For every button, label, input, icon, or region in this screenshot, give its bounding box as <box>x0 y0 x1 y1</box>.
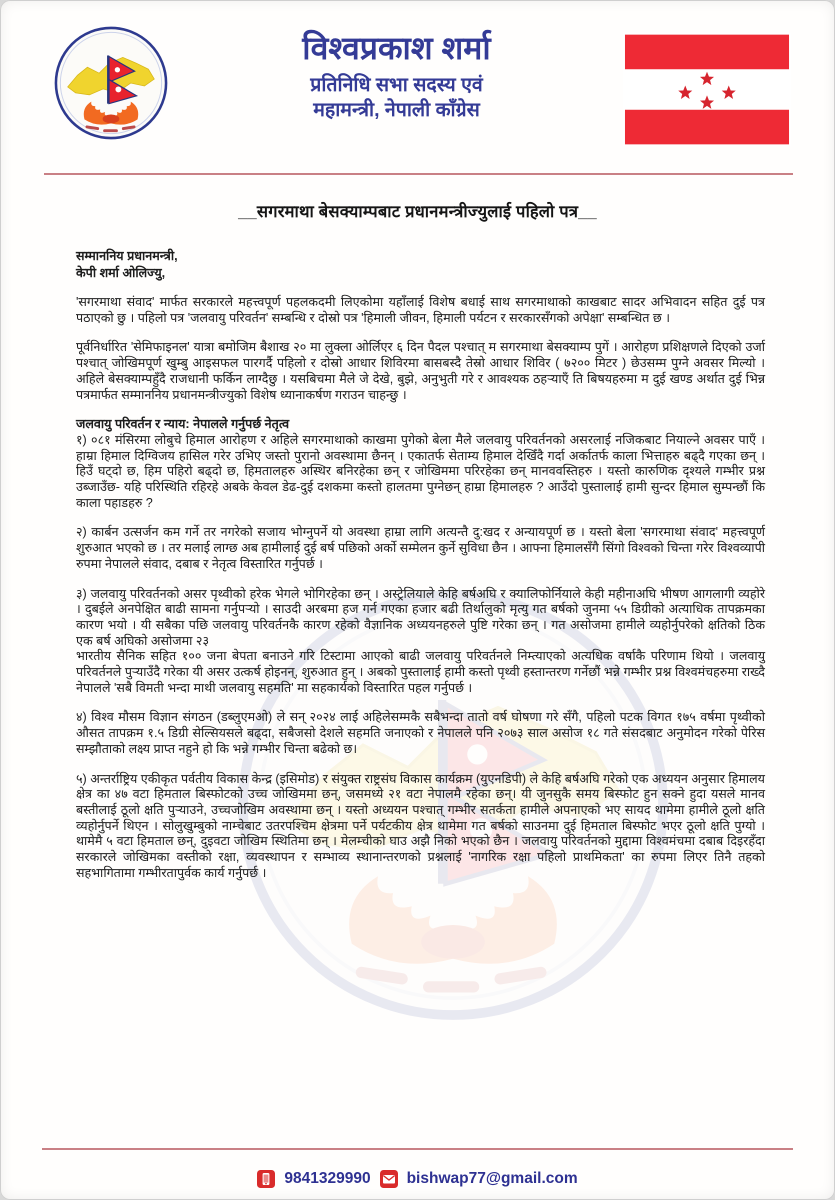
header-divider <box>44 173 793 175</box>
letter-title: __सगरमाथा बेसक्याम्पबाट प्रधानमन्त्रीज्युलाई पहिलो पत्र__ <box>238 203 597 221</box>
footer-divider <box>42 1148 793 1150</box>
letterhead-identity <box>170 30 623 123</box>
intro-paragraph: पूर्वनिर्धारित 'सेमिफाइनल' यात्रा बमोजिम बैशाख २० मा लुक्ला ओर्लिएर ६ दिन पैदल पश्चात् म सगरमाथा बेसक्याम्प पुगें । आरोहण प्रशिक्षणले दिएको उर्जा पश्चात् जोखिमपूर्ण खुम्बु आइसफल पारगर्दै पहिलो र दोस्रो आधार शिविरमा बासबस्दै तेस्रो आधार शिविर ( ७२०० मिटर ) छेउसम्म पुग्ने अवसर मिल्यो । अहिले बेसक्याम्पहुँदै राजधानी फर्किन लाग्दैछु । यसबिचमा मैले जे देखे, बुझे, अनुभुती गरे र आवश्यक ठहऱ्याएँ ति बिषयहरुमा म दुई खण्ड अर्थात दुई भिन्न पत्रमार्फत सम्माननिय प्रधानमन्त्रीज्युको विशेष ध्यानाकर्षण गराउन चाहन्छु । <box>76 340 765 402</box>
email-address: bishwap77@gmail.com <box>406 1170 578 1187</box>
phone-number: 9841329990 <box>284 1170 371 1187</box>
climate-paragraph-4: ४) विश्व मौसम विज्ञान संगठन (डब्लुएमओ) ले सन् २०२४ लाई अहिलेसम्मकै सबैभन्दा तातो वर्ष घोषणा गरे सँगै, पहिलो पटक विगत १७५ वर्षमा पृथ्वीको औसत तापक्रम १.५ डिग्री सेल्सियसले बढ्दा, सबैजसो देशले सहमति जनाएको र नेपालले पनि २०७३ साल असोज १८ गते संसदबाट अनुमोदन गरेको पेरिस सम्झौताको लक्ष्य प्राप्त नहुने हो कि भन्ने गम्भीर चिन्ता बढेको छ। <box>76 710 765 756</box>
section-heading: जलवायु परिवर्तन र न्याय: नेपालले गर्नुपर्छ नेतृत्व <box>76 417 290 432</box>
footer-contact <box>0 1170 835 1188</box>
intro-paragraph: 'सगरमाथा संवाद' मार्फत सरकारले महत्त्वपूर्ण पहलकदमी लिएकोमा यहाँलाई विशेष बधाई साथ सगरमाथाको काखबाट सादर अभिवादन सहित दुई पत्र पठाएको छु । पहिलो पत्र 'जलवायु परिवर्तन' सम्बन्धि र दोस्रो पत्र 'हिमाली जीवन, हिमाली पर्यटन र सरकारसँगको अपेक्षा' सम्बन्धित छ । <box>76 295 765 325</box>
climate-paragraph-3: ३) जलवायु परिवर्तनको असर पृथ्वीको हरेक भेगले भोगिरहेका छन् । अस्ट्रेलियाले केहि बर्षअघि र क्यालिफोर्नियाले केही महीनाअघि भीषण आगलागी व्यहोरे । दुबईले अनपेक्षित बाढी सामना गर्नुपऱ्यो । साउदी अरबमा हज गर्न गएका हजार बढी तिर्थालुको मृत्यु गत बर्षको जुनमा ५५ डिग्रीको अत्याधिक तापक्रमका कारण भयो । यी सबैका पछि जलवायु परिवर्तनकै कारण रहेको वैज्ञानिक अध्ययनहरुले पुष्टि गरेका छन् । गत असोजमा हामीले व्यहोर्नुपरेको क्षतिको ठिक एक बर्ष अघिको असोजमा २३ <box>76 586 765 648</box>
sender-role-line2: महामन्त्री, नेपाली काँग्रेस <box>313 98 480 121</box>
salutation-line-1: सम्माननिय प्रधानमन्त्री, <box>76 249 178 263</box>
sender-name: विश्वप्रकाश शर्मा <box>302 30 491 66</box>
nepali-congress-emblem-icon <box>52 22 170 144</box>
phone-icon <box>257 1170 275 1188</box>
email-icon <box>380 1170 398 1188</box>
letterhead <box>0 0 835 147</box>
climate-paragraph-1: १) ०८१ मंसिरमा लोबुचे हिमाल आरोहण र अहिले सगरमाथाको काखमा पुगेको बेला मैले जलवायु परिवर्तनको असरलाई नजिकबाट नियाल्ने अवसर पाएँ । हाम्रा हिमाल दिग्विजय हासिल गरेर उभिए जस्तो पुरानो अवस्थामा छैनन् । एकातर्फ सेताम्य हिमाल देखिँदै गर्दा अर्कातर्फ काला भित्ताहरु बढ्दै गएका छन् । हिउँ घट्दो छ, हिम पहिरो बढ्दो छ, हिमतालहरु अस्थिर बनिरहेका छन् र जोखिममा परिरहेका छन् मानववस्तिहरु । यस्तो कारुणिक दृश्यले गम्भीर प्रश्न उब्जाउँछ- यहि परिस्थिति रहिरहे अबके केवल डेढ-दुई दशकमा कस्तो हालतमा पुग्नेछन् हाम्रा हिमालहरु ? आउँदो पुस्तालाई हामी सुन्दर हिमाल सुम्पन्छौं कि काला पहाडहरु ? <box>76 432 765 510</box>
climate-paragraph-2: २) कार्बन उत्सर्जन कम गर्ने तर नगरेको सजाय भोग्नुपर्ने यो अवस्था हाम्रा लागि अत्यन्तै दु:खद र अन्यायपूर्ण छ । यस्तो बेला 'सगरमाथा संवाद' महत्त्वपूर्ण शुरुआत भएको छ । तर मलाई लाग्छ अब हामीलाई दुई बर्ष पछिको अर्को सम्मेलन कुर्ने सुविधा छैन । आफ्ना हिमालसँगै सिंगो विश्वको चिन्ता गरेर विश्वव्यापी रुपमा नेपालले संवाद, दबाब र नेतृत्व विस्तारित गर्नुपर्छ । <box>76 525 765 571</box>
sender-role-line1: प्रतिनिधि सभा सदस्य एवं <box>310 73 483 96</box>
climate-paragraph-5: ५) अन्तर्राष्ट्रिय एकीकृत पर्वतीय विकास केन्द्र (इसिमोड) र संयुक्त राष्ट्रसंघ विकास कार्यक्रम (युएनडिपी) ले केहि बर्षअघि गरेको एक अध्ययन अनुसार हिमालय क्षेत्र का ४७ वटा हिमताल बिस्फोटको उच्च जोखिममा छन्, जसमध्ये २१ वटा नेपालमै रहेका छन्। यी जुनसुकै समय बिस्फोट हुन सक्ने हुदा यसले मानव बस्तीलाई ठूलो क्षति पुऱ्याउने, उच्चजोखिम अवस्थामा छन् । यस्तो अध्ययन पश्चात् गम्भीर सतर्कता हामीले अपनाएको भए सायद थामेमा हामीले ठूलो क्षति व्यहोर्नुपर्ने थिएन । सोलुखुम्बुको नाम्चेबाट उतरपश्चिम क्षेत्रमा पर्ने पर्यटकीय क्षेत्र थामेमा गत बर्षको साउनमा दुई हिमताल बिस्फोट भएर ठूलो क्षति पुग्यो । थामेमै ५ वटा हिमताल छन्, दुइवटा जोखिम स्थितिमा छन् । मेलम्चीको घाउ अझै निको भएको छैन । जलवायु परिवर्तनको मुद्दामा विश्वमंचमा दबाब दिइरहँदा सरकारले जोखिमका वस्तीको रक्षा, व्यवस्थापन र सम्भाव्य स्थानान्तरणको प्रश्नलाई 'नागरिक रक्षा पहिलो प्राथमिकता' का रुपमा लिएर तिनै तहको सहभागितामा गम्भीरतापुर्वक कार्य गर्नुपर्छ । <box>76 771 765 880</box>
climate-paragraph-3-continued: भारतीय सैनिक सहित १०० जना बेपता बनाउने गरि टिस्टामा आएको बाढी जलवायु परिवर्तनले निम्त्याएको अत्यधिक वर्षाकै परिणाम थियो । जलवायु परिवर्तनले पुऱ्याउँदै गरेका यी असर उत्कर्ष होइनन्, शुरुआत हुन् । अबको पुस्तालाई हामी कस्तो पृथ्वी हस्तान्तरण गर्नेछौं भन्ने गम्भीर प्रश्न विश्वमंचहरुमा राख्दै नेपालले 'सबै विमती भन्दा माथी जलवायु सहमति' मा सहकार्यको विस्तारित पहल गर्नुपर्छ । <box>76 649 765 695</box>
salutation-line-2: केपी शर्मा ओलिज्यु, <box>76 265 166 280</box>
nepali-congress-flag-icon <box>623 32 791 147</box>
letter-body <box>76 248 765 882</box>
